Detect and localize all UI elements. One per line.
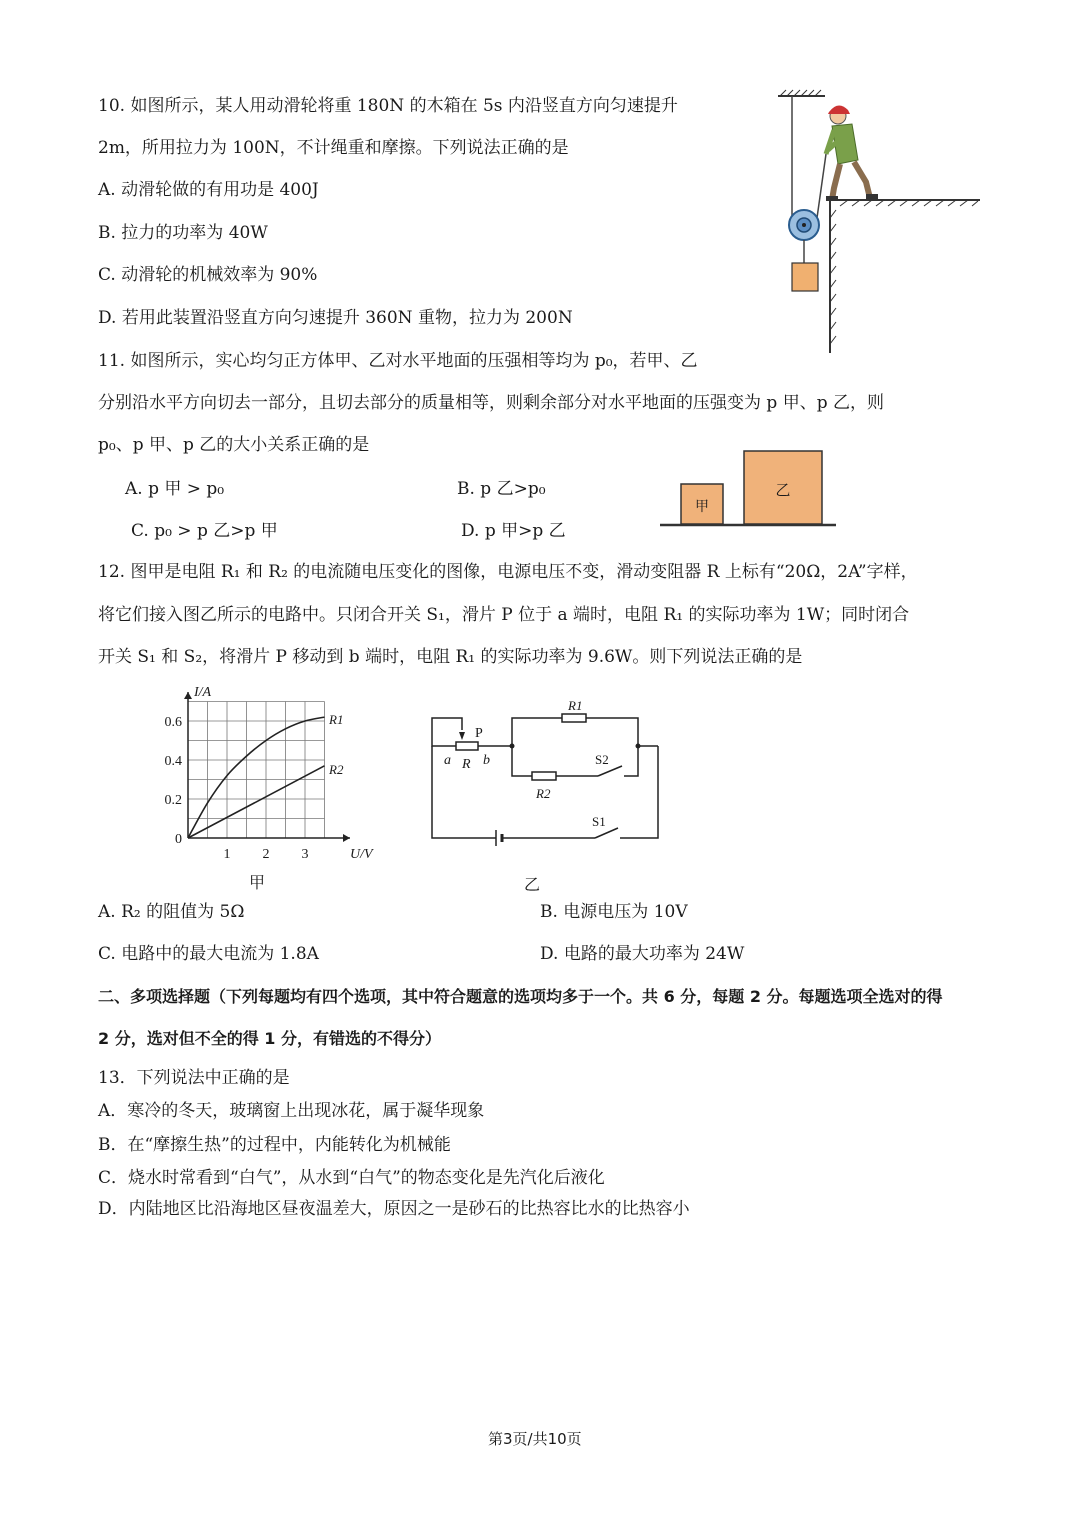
q11-stem-line1: 11. 如图所示，实心均匀正方体甲、乙对水平地面的压强相等均为 p₀，若甲、乙 [98,351,698,371]
switch-s2-label: S2 [595,752,609,767]
q10-stem-line1: 10. 如图所示，某人用动滑轮将重 180N 的木箱在 5s 内沿竖直方向匀速提升 [98,96,678,116]
x-axis-label: U/V [350,847,373,862]
curve-r2-label: R2 [329,762,344,777]
q11-option-b: B. p 乙>p₀ [457,479,546,499]
x-tick-label: 3 [301,847,309,862]
q10-option-a: A. 动滑轮做的有用功是 400J [98,180,319,200]
circuit-r2-label: R2 [536,786,551,801]
circuit-caption: 乙 [523,877,541,894]
q12-option-a: A. R₂ 的阻值为 5Ω [98,902,245,922]
q12-option-c: C. 电路中的最大电流为 1.8A [98,944,319,964]
y-tick-label: 0.6 [164,715,182,730]
q10-option-b: B. 拉力的功率为 40W [98,223,268,243]
q11-option-d: D. p 甲>p 乙 [461,521,566,541]
curve-r1-label: R1 [329,712,344,727]
q12-stem-line1: 12. 图甲是电阻 R₁ 和 R₂ 的电流随电压变化的图像，电源电压不变，滑动变阻器 R 上标有“20Ω，2A”字样， [98,562,918,582]
q10-option-c: C. 动滑轮的机械效率为 90% [98,265,318,285]
iu-graph [140,676,400,898]
switch-s1-label: S1 [592,814,606,829]
end-b-label: b [483,753,490,768]
graph-ticks [165,715,309,862]
section2-heading-line1: 二、多项选择题（下列每题均有四个选项，其中符合题意的选项均多于一个。共 6 分，每题 2 分。每题选项全选对的得 [98,987,943,1006]
end-a-label: a [444,753,451,768]
cube-jia-label: 甲 [695,500,709,515]
q11-stem-line2: 分别沿水平方向切去一部分，且切去部分的质量相等，则剩余部分对水平地面的压强变为 p 甲、p 乙，则 [98,393,884,413]
cubes-figure [658,447,840,533]
circuit-r1-label: R1 [568,698,583,713]
x-tick-label: 2 [262,847,270,862]
q13-option-b: B．在“摩擦生热”的过程中，内能转化为机械能 [98,1135,451,1155]
origin-label: 0 [175,832,182,847]
q12-option-d: D. 电路的最大功率为 24W [540,944,745,964]
q11-stem-line3: p₀、p 甲、p 乙的大小关系正确的是 [98,435,370,455]
graph-series [188,717,325,838]
q13-stem: 13．下列说法中正确的是 [98,1068,290,1088]
q13-option-c: C．烧水时常看到“白气”，从水到“白气”的物态变化是先汽化后液化 [98,1168,605,1188]
section2-heading-line2: 2 分，选对但不全的得 1 分，有错选的不得分） [98,1029,441,1048]
cube-yi-label: 乙 [775,483,791,499]
slider-p-label: P [475,726,483,741]
q13-option-d: D．内陆地区比沿海地区昼夜温差大，原因之一是砂石的比热容比水的比热容小 [98,1199,690,1219]
q12-option-b: B. 电源电压为 10V [540,902,688,922]
graph-caption: 甲 [248,875,266,892]
q10-option-d: D. 若用此装置沿竖直方向匀速提升 360N 重物，拉力为 200N [98,308,573,328]
q12-stem-line2: 将它们接入图乙所示的电路中。只闭合开关 S₁，滑片 P 位于 a 端时，电阻 R₁ 的实际功率为 1W；同时闭合 [98,605,910,625]
y-tick-label: 0.2 [164,793,182,808]
y-tick-label: 0.4 [164,754,182,769]
q10-stem-line2: 2m，所用拉力为 100N，不计绳重和摩擦。下列说法正确的是 [98,138,569,158]
rheostat-label: R [462,757,471,772]
circuit-diagram [420,690,670,898]
graph-axes [184,692,350,842]
pulley-figure [770,88,985,358]
y-axis-label: I/A [194,685,212,700]
page-footer: 第3页/共10页 [488,1430,582,1448]
q11-option-c: C. p₀ > p 乙>p 甲 [131,521,278,541]
x-tick-label: 1 [223,847,231,862]
q12-stem-line3: 开关 S₁ 和 S₂，将滑片 P 移动到 b 端时，电阻 R₁ 的实际功率为 9.6W。则下列说法正确的是 [98,647,803,667]
q11-option-a: A. p 甲 > p₀ [125,479,225,499]
q13-option-a: A．寒冷的冬天，玻璃窗上出现冰花，属于凝华现象 [98,1101,485,1121]
